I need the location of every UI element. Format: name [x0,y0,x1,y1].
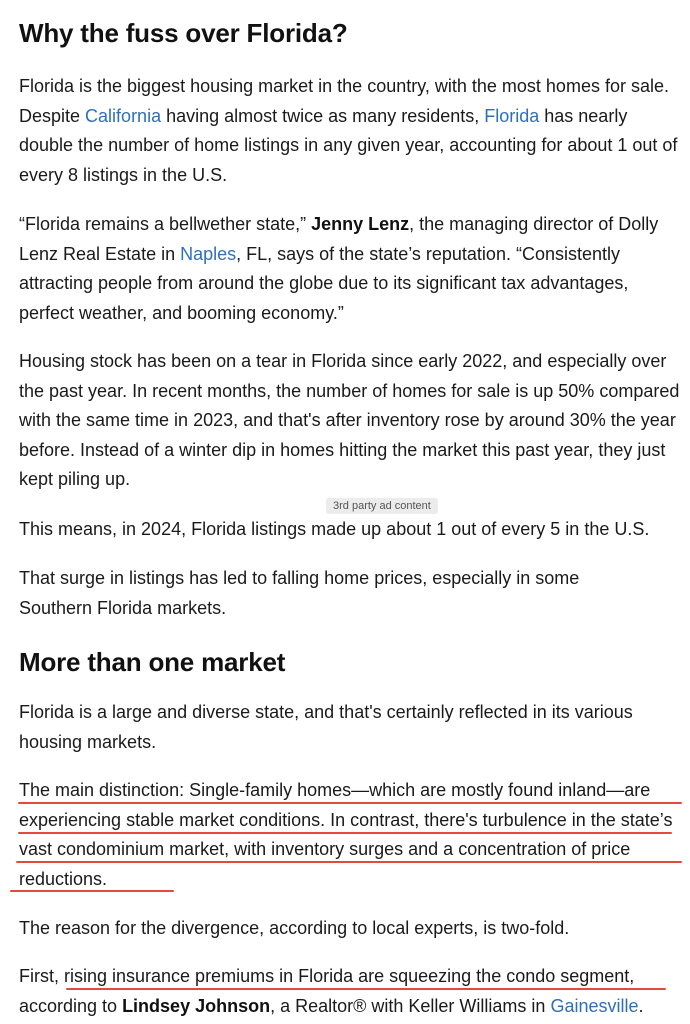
text-segment: has nearly double the number of home listings in any given year, accounting for about 1 out of every 8 listings in the U.S. [19,105,678,185]
paragraph-housing-stock: Housing stock has been on a tear in Florida since early 2022, and especially over the past year. In recent months, the number of homes for sale is up 50% compared with the same time in 2023, and that's after inventory rose by around 30% the year before. Instead of a winter dip in homes hitting the market this past year, they just kept piling up. [19,351,680,490]
annotation-underline [18,832,672,834]
annotation-underline [18,802,682,804]
text-segment: having almost twice as many residents, [161,105,485,126]
annotation-underline [66,988,666,990]
paragraph-2024-listings: This means, in 2024, Florida listings made up about 1 out of every 5 in the U.S. [19,519,650,539]
paragraph-diverse-state: Florida is a large and diverse state, and that's certainly reflected in its various housing markets. [19,702,633,752]
text-segment: , a Realtor® with Keller Williams in [270,995,551,1016]
text-segment: First, rising insurance premiums in Florida are squeezing the condo segment, according to [19,966,635,1016]
section-heading-more-than-one-market: More than one market [19,647,286,677]
annotation-underline [16,861,682,863]
paragraph-insurance-premiums [19,962,689,1021]
link-naples[interactable]: Naples [180,243,237,264]
paragraph-florida-biggest-market [19,72,685,190]
text-segment: , FL, says of the state’s reputation. “Consistently attracting people from around the globe due to its significant tax advantages, perfect weather, and booming economy.” [19,243,629,323]
annotation-underline [10,890,174,892]
text-segment: Florida is the biggest housing market in the country, with the most homes for sale. Despite [19,76,669,126]
paragraph-falling-prices: That surge in listings has led to falling home prices, especially in some Southern Florida markets. [19,568,580,618]
paragraph-main-distinction: The main distinction: Single-family homes—which are mostly found inland—are experiencing stable market conditions. In contrast, there's turbulence in the state’s vast condominium market, with inventory surges and a concentration of price reductions. [19,780,673,889]
link-gainesville[interactable]: Gainesville [550,995,639,1016]
text-segment: , the managing director of Dolly Lenz Real Estate in [19,214,659,264]
person-name-jenny-lenz: Jenny Lenz [311,214,410,234]
person-name-lindsey-johnson: Lindsey Johnson [122,995,271,1016]
ad-content-label[interactable]: 3rd party ad content [326,498,438,514]
link-florida[interactable]: Florida [484,105,540,126]
paragraph-two-fold: The reason for the divergence, according to local experts, is two-fold. [19,918,570,938]
text-segment: . [638,995,644,1016]
section-heading-why-florida: Why the fuss over Florida? [19,18,348,48]
text-segment: “Florida remains a bellwether state,” [19,214,312,234]
link-california[interactable]: California [85,105,162,126]
paragraph-jenny-lenz-quote [19,210,659,328]
